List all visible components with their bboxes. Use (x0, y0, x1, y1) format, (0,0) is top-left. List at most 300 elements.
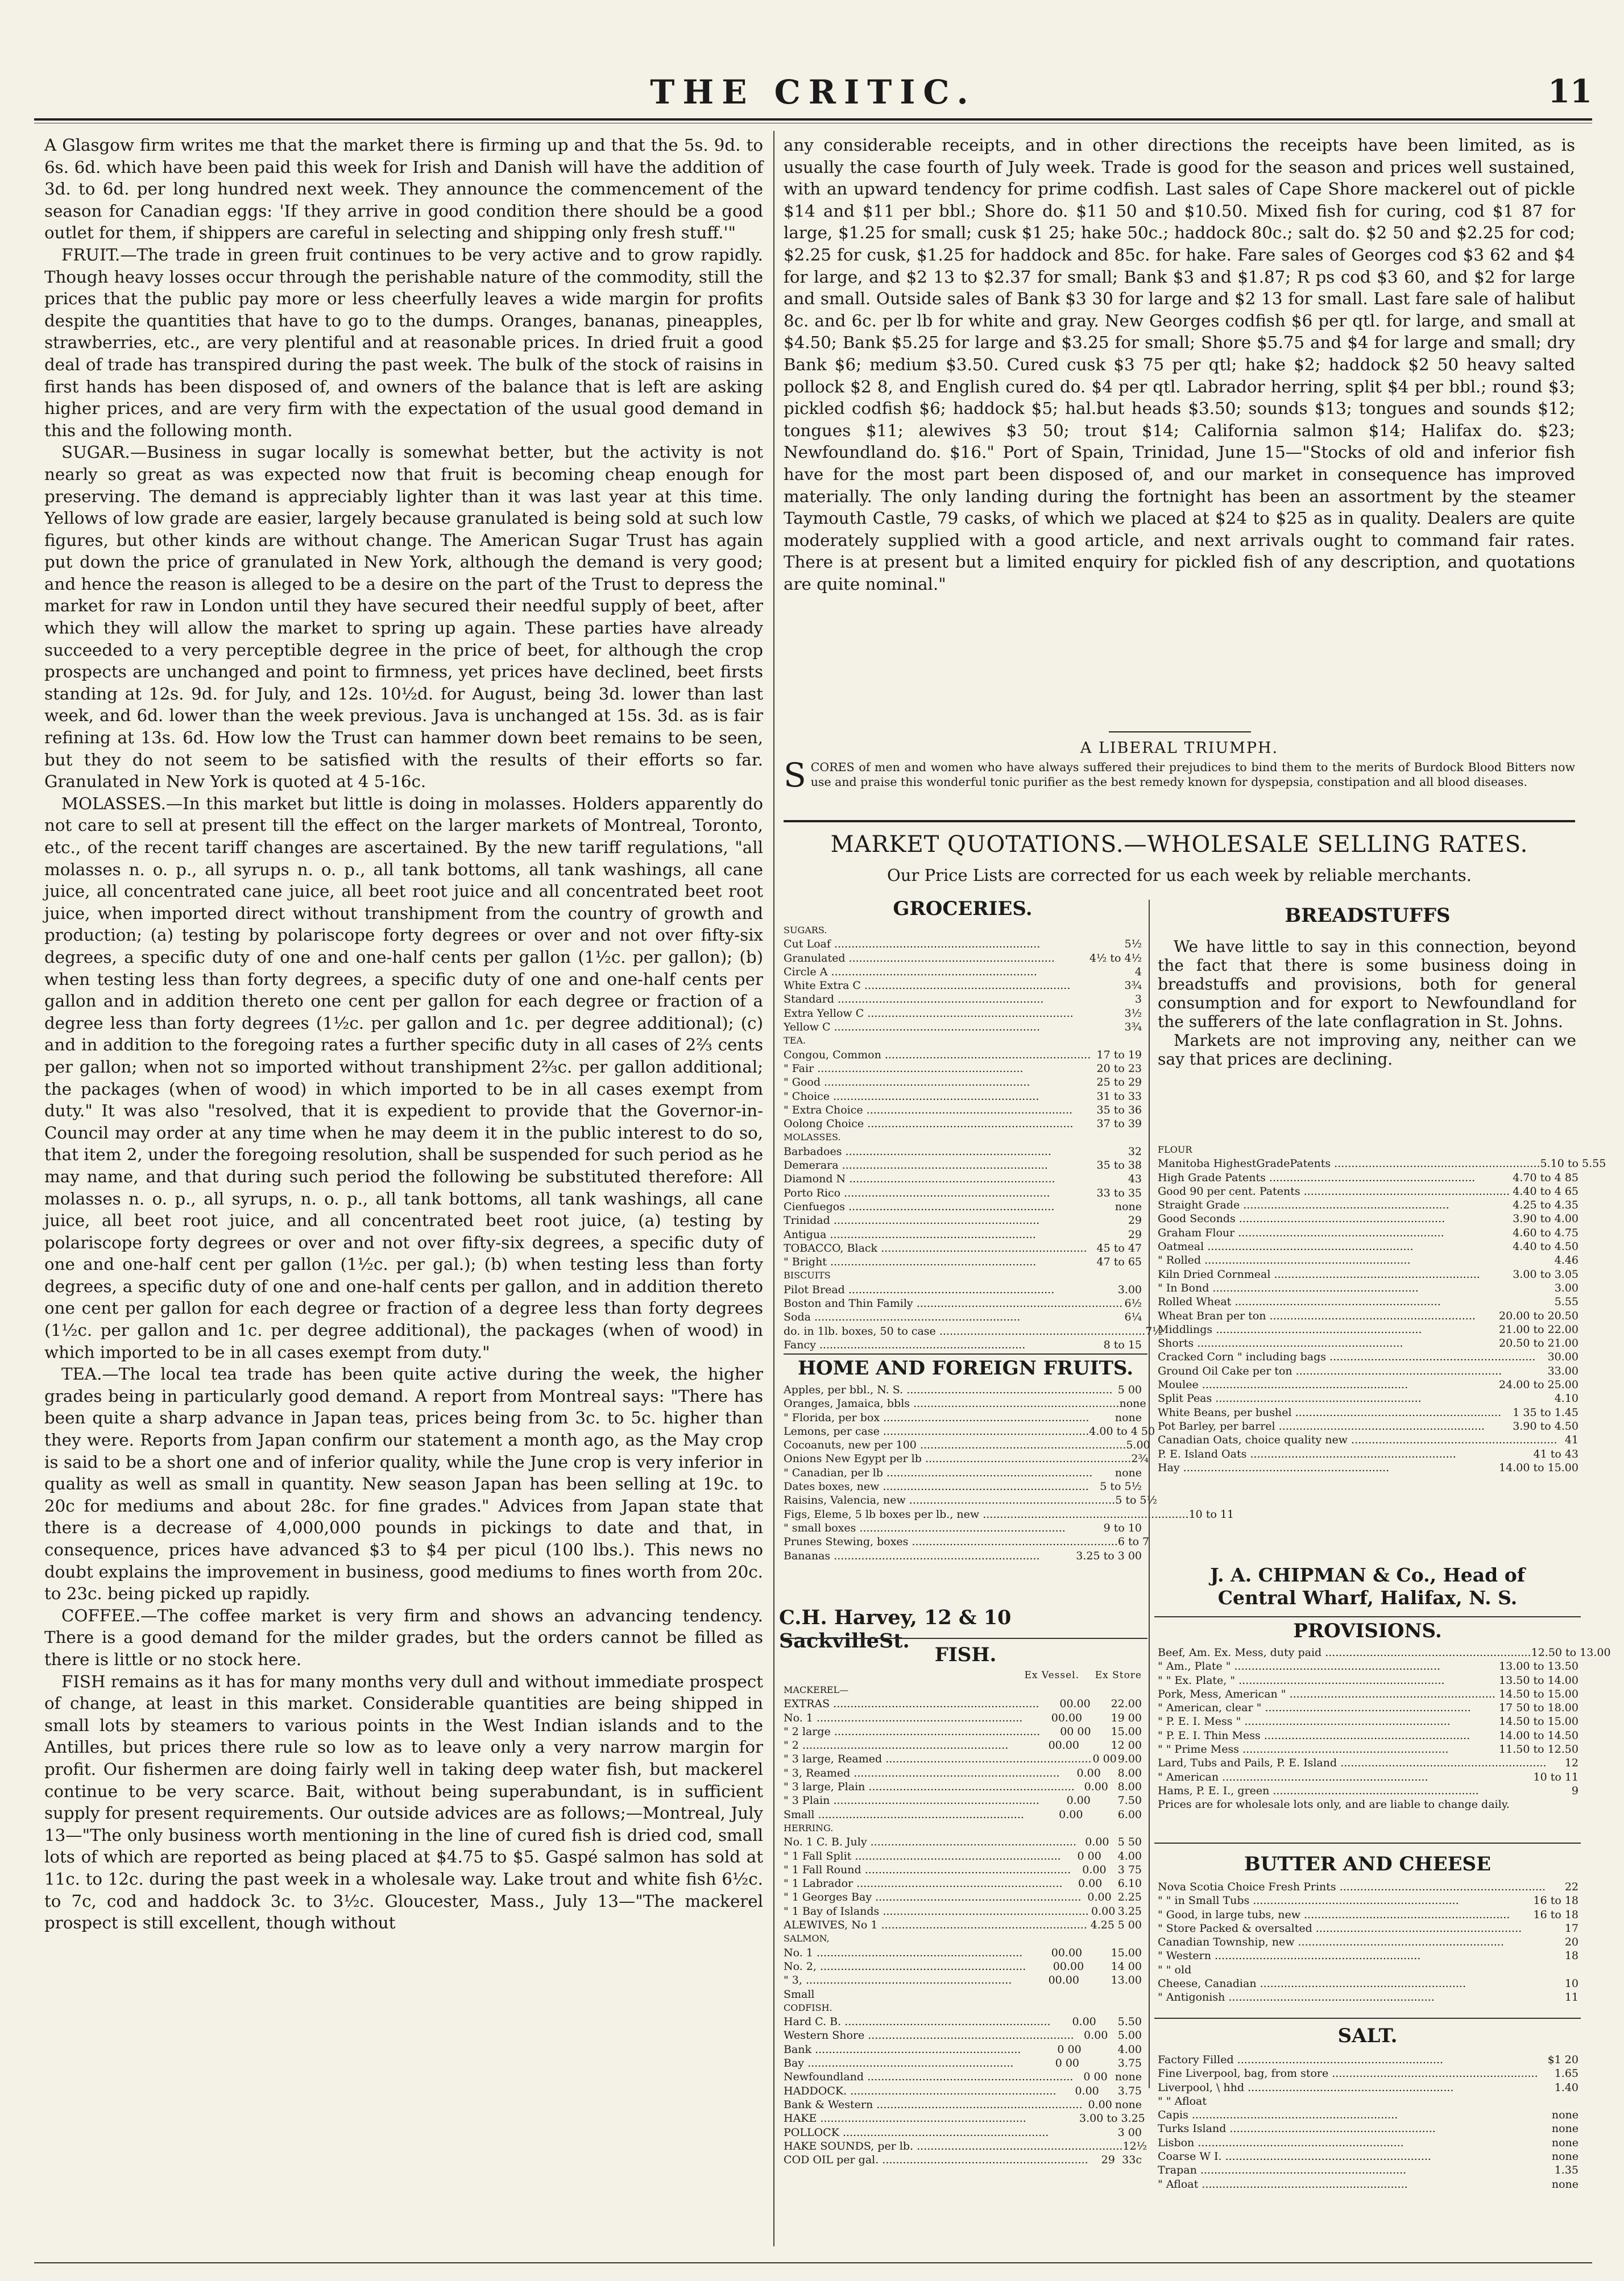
item-price-2 (1079, 2001, 1142, 2015)
fruit-row (784, 1521, 1142, 1535)
footer-rule (34, 2262, 1592, 2263)
item-price (1017, 1683, 1079, 1697)
item-price: 3.00 (1554, 1281, 1579, 1294)
item-price: 33.00 (1547, 1364, 1579, 1377)
header-rule (34, 118, 1592, 121)
groceries-row (784, 1283, 1142, 1297)
breadstuffs-row (1158, 1171, 1579, 1185)
groceries-row (784, 1117, 1142, 1131)
groceries-row (784, 1186, 1142, 1200)
item-price-2: 33c (1122, 2154, 1142, 2167)
groceries-row (784, 979, 1142, 992)
item-price: 29 (1128, 1214, 1142, 1227)
breadstuffs-row (1158, 1309, 1579, 1323)
groceries-row (784, 1131, 1142, 1144)
item-price: 0.00 (1082, 1863, 1107, 1876)
salt-row (1158, 2053, 1579, 2067)
item-price-2: 7.50 (1117, 1794, 1142, 1807)
item-price: 35 to 38 (1096, 1159, 1142, 1172)
item-name: " Good ............................................................ (784, 1076, 1030, 1089)
provisions-title: PROVISIONS. (1293, 1620, 1442, 1642)
item-price-2: 6.00 (1117, 1808, 1142, 1821)
item-price: 3.25 to 3 00 (1076, 1549, 1142, 1562)
item-name: Factory Filled ............................................................ (1158, 2054, 1444, 2066)
item-name: Beef, Am. Ex. Mess, duty paid ............................................................ (1158, 1646, 1531, 1659)
item-name: Onions New Egypt per lb ............................................................ (784, 1452, 1132, 1466)
item-price: $1 20 (1547, 2054, 1579, 2066)
fish-row (784, 1808, 1142, 1822)
item-name: Raisins, Valencia, new ............................................................ (784, 1494, 1116, 1507)
salt-row (1158, 2150, 1579, 2163)
groceries-row (784, 1145, 1142, 1158)
item-name: Granulated ............................................................ (784, 951, 1055, 964)
groceries-row (784, 1062, 1142, 1075)
item-name: Oolong Choice ............................................................ (784, 1117, 1074, 1131)
item-name: Hard C. B. ............................................................ (784, 2015, 1051, 2029)
item-price: 5 to 5½ (1100, 1480, 1142, 1493)
item-price (1017, 2001, 1079, 2015)
butter-row (1158, 1922, 1579, 1935)
item-price: 1 35 to 1.45 (1513, 1406, 1579, 1419)
fish-row (784, 1988, 1142, 2001)
item-name: Figs, Eleme, 5 lb boxes per lb., new ............................................................ (784, 1508, 1189, 1521)
butter-row (1158, 1894, 1579, 1907)
fish-row (784, 2070, 1142, 2084)
item-name: POLLOCK ............................................................ (784, 2126, 1049, 2139)
item-price: 5½ (1124, 938, 1142, 951)
item-name: Prices are for wholesale lots only, and are liable to change daily. (1158, 1798, 1510, 1811)
item-price: 3.90 to 4.00 (1513, 1212, 1579, 1226)
item-name: BISCUITS (784, 1270, 831, 1281)
butter-row (1158, 1935, 1579, 1949)
chipman-credit (1154, 1564, 1581, 1609)
item-price: 47 to 65 (1096, 1256, 1142, 1269)
breadstuffs-row (1158, 1240, 1579, 1253)
item-price-2 (1079, 1822, 1142, 1835)
market-title: MARKET QUOTATIONS.—WHOLESALE SELLING RATES. (830, 831, 1528, 858)
item-name: " " old (1158, 1963, 1192, 1976)
item-name: " Bright ............................................................ (784, 1256, 1037, 1269)
item-price: 14.50 to 15.00 (1499, 1715, 1579, 1728)
item-price (1026, 2112, 1079, 2125)
fruits-title: HOME AND FOREIGN FRUITS. (797, 1357, 1134, 1380)
item-price: 2¾ (1131, 1452, 1149, 1466)
item-name: FLOUR (1158, 1144, 1192, 1155)
item-name: Congou, Common ............................................................ (784, 1048, 1091, 1061)
groceries-row (784, 1297, 1142, 1310)
item-name: " P. E. I. Thin Mess ............................................................ (1158, 1729, 1470, 1742)
item-name: Small ............................................................ (784, 1808, 1024, 1821)
liberal-triumph-text: CORES of men and women who have always suffered their prejudices to bind them to the merits of Burdock Blood Bitters now use and praise this wonderful tonic purifier as the best remedy known for dyspepsia, constipation and all blood diseases. (810, 760, 1575, 789)
item-name: Moulee ............................................................ (1158, 1378, 1408, 1392)
item-price-2: 15.00 (1111, 1946, 1142, 1959)
item-price: 7½ (1145, 1324, 1163, 1338)
fish-row (784, 1849, 1142, 1863)
item-name: " 3, ............................................................ (784, 1974, 1012, 1987)
item-name: Canadian Oats, choice quality new ............................................................ (1158, 1434, 1557, 1447)
item-price: 14.00 to 14.50 (1499, 1729, 1579, 1742)
item-price: none (1115, 1466, 1142, 1479)
item-name: " 1 Fall Split ............................................................ (784, 1849, 1061, 1862)
item-price: 0.00 (1087, 1891, 1112, 1904)
groceries-row (784, 1269, 1142, 1282)
fish-row (784, 1794, 1142, 1807)
item-name: Split Peas ............................................................ (1158, 1392, 1422, 1405)
item-name: Bank ............................................................ (784, 2043, 1021, 2056)
item-name: " " Ex. Plate, " ............................................................ (1158, 1674, 1445, 1687)
item-price-2: 12 00 (1111, 1739, 1142, 1752)
groceries-row (784, 1158, 1142, 1172)
item-price: 11.50 to 12.50 (1499, 1743, 1579, 1756)
item-price: none (1551, 2150, 1579, 2163)
item-price: 3¾ (1124, 1021, 1142, 1034)
breadstuffs-row (1158, 1185, 1579, 1198)
item-price: 4.10 (1554, 1392, 1579, 1405)
fish-col-vessel: Ex Vessel. (1024, 1670, 1079, 1681)
fish-row (784, 1946, 1142, 1960)
item-price: 12 (1564, 1757, 1579, 1770)
item-price: 3 (1134, 993, 1142, 1006)
item-name: Kiln Dried Cornmeal ............................................................ (1158, 1268, 1480, 1281)
item-price: 00 00 (1060, 1725, 1091, 1738)
item-price-2: 5 00 (1117, 1919, 1142, 1932)
item-name: Hams, P. E. I., green ............................................................ (1158, 1784, 1479, 1797)
fish-row (784, 2015, 1142, 2029)
market-rule (784, 820, 1575, 822)
item-price: 6¼ (1124, 1311, 1142, 1324)
fruits-table (784, 1383, 1234, 1563)
paragraph-fish: FISH remains as it has for many months very dull and without immediate prospect of change, at least in this market. Considerable quantities are being shipped in small lots by steamers to various points in the West Indian islands and to the Antilles, but prices there rule so low as to leave only a very narrow margin for profit. Our fishermen are doing fairly well in taking deep water fish, but mackerel continue to be very scarce. Bait, without being superabundant, is in sufficient supply for present requirements. Our outside advices are as follows;—Montreal, July 13—"The only business worth mentioning in the line of cured fish is dried cod, small lots of which are reported as being placed at $4.75 to $5. Gaspé salmon has sold at 11c. to 12c. during the past week in a wholesale way. Lake trout and white fish 6½c. to 7c, cod and haddock 3c. to 3½c. Gloucester, Mass., July 13—"The mackerel prospect is still excellent, though without (44, 1671, 763, 1933)
item-name: " 3 large, Reamed ............................................................ (784, 1753, 1092, 1766)
item-name: CODFISH. (784, 2002, 832, 2013)
fish-row (784, 1890, 1142, 1904)
salt-title: SALT. (1337, 2025, 1398, 2047)
fish-row (784, 2029, 1142, 2042)
item-name: Coarse W I. ............................................................ (1158, 2150, 1431, 2163)
item-name: Liverpool, \ hhd ............................................................ (1158, 2081, 1454, 2094)
salt-row (1158, 2108, 1579, 2122)
item-name: Western Shore ............................................................ (784, 2029, 1074, 2042)
fish-table (784, 1683, 1147, 2167)
item-name: " American, clear " ............................................................ (1158, 1702, 1471, 1715)
item-name: Demerara ............................................................ (784, 1159, 1048, 1172)
groceries-row (784, 1255, 1142, 1269)
salt-row (1158, 2122, 1579, 2135)
item-name: HADDOCK. ............................................................ (784, 2084, 1057, 2097)
column-divider (773, 131, 774, 2246)
item-name: Cocoanuts, new per 100 ............................................................ (784, 1439, 1126, 1452)
item-price-2 (1079, 1988, 1142, 2001)
short-rule (1109, 731, 1251, 732)
item-name: Trapan ............................................................ (1158, 2164, 1407, 2177)
item-price: 9 to 10 (1103, 1521, 1142, 1534)
item-price: 20.00 to 20.50 (1499, 1309, 1579, 1322)
item-name: " Extra Choice ............................................................ (784, 1103, 1073, 1116)
groceries-row (784, 1007, 1142, 1020)
item-name: Antigua ............................................................ (784, 1228, 1036, 1241)
salt-row (1158, 2094, 1579, 2108)
fruit-row (784, 1493, 1157, 1507)
salt-rule (1154, 2018, 1581, 2019)
groceries-row (784, 951, 1142, 965)
fish-row (784, 1780, 1142, 1794)
item-price-2: 22.00 (1111, 1698, 1142, 1711)
item-price: 11 (1564, 1991, 1579, 2004)
item-price: 0.00 (1085, 1836, 1109, 1849)
fish-row (784, 1835, 1142, 1849)
item-name: Fine Liverpool, bag, from store ............................................................ (1158, 2067, 1538, 2080)
paragraph-fish-continued: any considerable receipts, and in other directions the receipts have been limited, as is usually the case fourth of July week. Trade is good for the season and prices well sustained, with an upward tendency for prime codfish. Last sales of Cape Shore mackerel out of pickle $14 and $11 per bbl.; Shore do. $11 50 and $10.50. Mixed fish for curing, cod $1 87 for large, $1.25 for small; cusk $1 25; hake 50c.; haddock 80c.; salt do. $2 50 and $2.25 for cod; $2.25 for cusk, $1.25 for haddock and 85c. for hake. Fare sales of Georges cod $3 62 and $4 for large, and $2 13 to $2.37 for small; Bank $3 and $1.87; R ps cod $3 60, and $2 for large and small. Outside sales of Bank $3 30 for large and $2 13 for small. Last fare sale of halibut 8c. and 6c. per lb for white and gray. New Georges codfish $6 per qtl. for large, and small at $4.50; Bank $5.25 for large and $3.25 for small; Shore $5.75 and $4 for large and small; dry Bank $6; medium $3.50. Cured cusk $3 75 per qtl; hake $2; haddock $2 50 heavy salted pollock $2 8, and English cured do. $4 per qtl. Labrador herring, split $4 per bbl.; round $3; pickled codfish $6; haddock $5; hal.but heads $3.50; sounds $13; tongues and sounds $12; tongues $11; alewives $3 50; trout $14; California salmon $14; Halifax do. $23; Newfoundland do. $16." Port of Spain, Trinidad, June 15—"Stocks of old and inferior fish have for the most part been disposed of, and our market in consequence has improved materially. The only landing during the fortnight has been an assortment by the steamer Taymouth Castle, 79 casks, of which we placed at $24 to $25 as in quality. Dealers are quite moderately supplied with a good article, and next arrivals ought to command fair rates. There is at present but a limited enquiry for pickled fish of any description, and quotations are quite nominal." (784, 135, 1575, 594)
liberal-triumph-body (784, 756, 1575, 794)
item-price-2 (1079, 1683, 1142, 1697)
item-price: 0.00 (1084, 2029, 1108, 2042)
salt-table (1158, 2053, 1579, 2191)
item-name: Rolled Wheat ............................................................ (1158, 1295, 1441, 1309)
item-price: 13.50 to 14.00 (1499, 1674, 1579, 1687)
butter-row (1158, 1990, 1579, 2004)
item-name: " Store Packed & oversalted ............................................................ (1158, 1922, 1522, 1935)
chipman-line-2: Central Wharf, Halifax, N. S. (1217, 1587, 1518, 1609)
item-price: none (1551, 2109, 1579, 2122)
item-name: Straight Grade ............................................................ (1158, 1199, 1449, 1212)
item-name: " Antigonish ............................................................ (1158, 1991, 1435, 2004)
item-price: 00.00 (1048, 1739, 1079, 1752)
item-price (1049, 2126, 1095, 2139)
item-price: 18 (1564, 1949, 1579, 1963)
groceries-row (784, 1075, 1142, 1089)
fish-row (784, 1683, 1142, 1697)
item-price: 33 to 35 (1096, 1186, 1142, 1199)
item-name: High Grade Patents ............................................................ (1158, 1171, 1476, 1184)
breadstuffs-row (1158, 1281, 1579, 1295)
item-name: TOBACCO, Black ............................................................ (784, 1241, 1087, 1255)
item-name: Newfoundland ............................................................ (784, 2071, 1074, 2084)
fish-row (784, 1738, 1142, 1752)
item-name: SUGARS. (784, 925, 827, 935)
item-name: " Good, in large tubs, new ............................................................ (1158, 1908, 1510, 1921)
fish-row (784, 2153, 1142, 2167)
butter-row (1158, 1949, 1579, 1963)
item-price: 0.00 (1084, 1781, 1108, 1794)
groceries-row (784, 1048, 1142, 1062)
item-name: SALMON, (784, 1933, 830, 1944)
paragraph-fruit: FRUIT.—The trade in green fruit continues to be very active and to grow rapidly. Though heavy losses occur through the perishable nature of the commodity, still the prices that the public pay more or less cheerfully leaves a wide margin for profits despite the quantities that have to go to the dumps. Oranges, bananas, pineapples, strawberries, etc., are very plentiful and at reasonable prices. In dried fruit a good deal of trade has transpired during the past week. The bulk of the stock of raisins in first hands has been disposed of, and owners of the balance that is left are asking higher prices, and are very firm with the expectation of the usual good demand in this and the following month. (44, 245, 763, 440)
item-price: 5.10 to 5.55 (1540, 1157, 1606, 1170)
item-name: " " Prime Mess ............................................................ (1158, 1743, 1449, 1756)
item-price-2: 3.00 to 3.25 (1079, 2112, 1145, 2125)
item-price: 0 00 (1092, 1753, 1117, 1766)
drop-cap: S (784, 756, 806, 794)
item-price (1017, 1822, 1079, 1835)
groceries-row (784, 1200, 1142, 1214)
breadstuffs-row (1158, 1433, 1579, 1447)
item-price: none (1551, 2136, 1579, 2149)
item-name: Diamond N ............................................................ (784, 1173, 1055, 1186)
item-price: 35 to 36 (1096, 1103, 1142, 1116)
groceries-row (784, 1228, 1142, 1241)
item-name: Bay ............................................................ (784, 2057, 1014, 2070)
fish-row (784, 1877, 1142, 1890)
masthead-title: THE CRITIC. (650, 73, 976, 111)
item-name: Porto Rico ............................................................ (784, 1186, 1050, 1199)
item-name: " Choice ............................................................ (784, 1090, 1039, 1103)
item-name: P. E. Island Oats ............................................................ (1158, 1447, 1456, 1460)
paragraph-molasses: MOLASSES.—In this market but little is doing in molasses. Holders apparently do not care to sell at present till the effect on the larger markets of Montreal, Toronto, etc., of the recent tariff changes are ascertained. By the new tariff regulations, "all molasses n. o. p., all syrups n. o. p., all tank bottoms, all tank washings, all cane juice, all concentrated cane juice, all beet root juice and all concentrated beet root juice, when imported direct without transhipment from the country of growth and production; (a) testing by polariscope forty degrees or over and not over fifty-six degrees, a specific duty of one and one-half cents per gallon (1½c. per gallon); (b) when testing less than forty degrees, a specific duty of one and one-half cents per gallon and in addition thereto one cent per gallon for each degree or fraction of a degree less than forty degrees (1½c. per gallon and 1c. per degree additional); (c) and in addition to the foregoing rates a further specific duty in all cases of 2⅔ cents per gallon; when not so imported without transhipment 2⅔c. per gallon additional; the packages (when of wood) in which imported to be in all cases exempt from duty." It was also "resolved, that it is expedient to provide that the Governor-in-Council may order at any time when he may deem it in the public interest to do so, that item 2, under the foregoing resolution, shall be suspended for such period as he may name, and that during such period the following be substituted therefore: All molasses n. o. p., all syrups, n. o. p., all tank bottoms, all tank washings, all cane juice, all beet root juice, and all concentrated beet root juice, (a) testing by polariscope forty degrees or over and not over fifty-six degrees, a specific duty of one and one-half cent per gallon (1½c. per gal.); (b) when testing less than forty degrees, a specific duty of one and one-half cents per gallon, and in addition thereto one cent per gallon for each degree or fraction of a degree less than forty degrees (1½c. per gallon and 1c. per degree additional), the packages (when of wood) in which imported to be in all cases exempt from duty." (44, 793, 763, 1362)
fish-title: FISH. (934, 1644, 997, 1666)
fish-rule (784, 1638, 1147, 1639)
item-price: 22 (1564, 1881, 1579, 1893)
provisions-row (1158, 1646, 1611, 1659)
item-price: 6½ (1124, 1297, 1142, 1310)
item-name: Lisbon ............................................................ (1158, 2136, 1404, 2149)
left-column (44, 134, 763, 1934)
provisions-row (1158, 1715, 1579, 1728)
fish-row (784, 2001, 1142, 2015)
item-price: none (1551, 2177, 1579, 2191)
item-price: 1.40 (1554, 2081, 1579, 2094)
breadstuffs-row (1158, 1406, 1579, 1419)
fruits-credit: C.H. Harvey, 12 & 10 SackvilleSt. (779, 1606, 1012, 1653)
item-name: " In Bond ............................................................ (1158, 1281, 1419, 1294)
item-price: 29 (1101, 2154, 1115, 2167)
item-name: do. in 1lb. boxes, 50 to case ............................................................ (784, 1324, 1146, 1338)
provisions-row (1158, 1770, 1579, 1784)
item-name: Extra Yellow C ............................................................ (784, 1007, 1074, 1020)
item-name: Ground Oil Cake per ton ............................................................ (1158, 1364, 1502, 1377)
item-price-2: 13.00 (1111, 1974, 1142, 1987)
item-price: 43 (1128, 1173, 1142, 1186)
item-name: White Beans, per bushel ............................................................ (1158, 1406, 1502, 1419)
item-name: " 3 Plain ............................................................ (784, 1794, 1039, 1807)
item-price-2: 2.25 (1117, 1891, 1142, 1904)
item-price: none (1115, 1411, 1142, 1424)
item-price: 0 00 (1055, 2057, 1079, 2070)
item-name: " American ............................................................ (1158, 1770, 1428, 1783)
item-price: 3.00 to 3.05 (1513, 1268, 1579, 1281)
fish-row (784, 2043, 1142, 2056)
breadstuffs-row (1158, 1461, 1579, 1475)
item-name: Boston and Thin Family ............................................................ (784, 1297, 1123, 1310)
item-name: Small (784, 1988, 815, 2001)
item-price: 10 (1564, 1977, 1579, 1990)
item-price: 4 (1134, 965, 1142, 978)
fish-row (784, 2098, 1142, 2112)
item-price-2: 5.00 (1117, 2029, 1142, 2042)
fruit-row (784, 1535, 1150, 1549)
fruit-row (784, 1508, 1234, 1521)
breadstuffs-row (1158, 1364, 1579, 1378)
groceries-row (784, 1090, 1142, 1103)
item-name: " 2 large ............................................................ (784, 1725, 1041, 1738)
item-name: Circle A ............................................................ (784, 965, 1037, 978)
item-price-2: 3.75 (1117, 2084, 1142, 2097)
breadstuffs-row (1158, 1336, 1579, 1350)
item-price (1017, 1932, 1079, 1945)
item-price: 5 to 5½ (1115, 1494, 1157, 1507)
item-name: Barbadoes ............................................................ (784, 1145, 1051, 1158)
item-price: 4.70 to 4 85 (1513, 1171, 1579, 1184)
item-name: Cheese, Canadian ............................................................ (1158, 1977, 1466, 1990)
item-price: 17 to 19 (1096, 1048, 1142, 1061)
item-price: 0 00 (1057, 2043, 1082, 2056)
item-name: " Florida, per box ............................................................ (784, 1411, 1089, 1424)
chipman-line-1: J. A. CHIPMAN & Co., Head of (1210, 1564, 1525, 1586)
item-price-2: 4.00 (1117, 1849, 1142, 1862)
item-name: Prunes Stewing, boxes ............................................................ (784, 1535, 1118, 1549)
breadstuffs-row (1158, 1198, 1579, 1212)
provisions-row (1158, 1729, 1579, 1742)
item-name: Lard, Tubs and Pails, P. E. Island ............................................................ (1158, 1757, 1547, 1770)
item-price-2 (1079, 1932, 1142, 1945)
item-price: 0.00 (1059, 1808, 1083, 1821)
butter-table (1158, 1880, 1579, 2005)
item-price: 20.50 to 21.00 (1499, 1337, 1579, 1350)
item-price: 8 to 15 (1103, 1338, 1142, 1351)
item-name: Wheat Bran per ton ............................................................ (1158, 1309, 1476, 1322)
provisions-row (1158, 1701, 1579, 1715)
item-price: 4.46 (1554, 1254, 1579, 1267)
item-price: 0 00 (1083, 2071, 1108, 2084)
item-price-2: 5.50 (1117, 2015, 1142, 2029)
provisions-row (1158, 1798, 1579, 1811)
item-price-2: 8.00 (1117, 1781, 1142, 1794)
groceries-row (784, 1338, 1142, 1352)
item-price-2: 3 00 (1117, 2126, 1142, 2139)
fish-row (784, 2139, 1147, 2153)
item-price-2: 3.25 (1117, 1905, 1142, 1918)
item-price: 3¾ (1124, 979, 1142, 992)
butter-title: BUTTER AND CHEESE (1244, 1853, 1492, 1876)
item-name: HERRING. (784, 1822, 834, 1833)
item-price: 0 00 (1077, 1849, 1101, 1862)
provisions-table (1158, 1646, 1611, 1812)
salt-row (1158, 2136, 1579, 2150)
item-price: 45 to 47 (1096, 1241, 1142, 1255)
item-name: MOLASSES. (784, 1132, 841, 1143)
paragraph-sugar: SUGAR.—Business in sugar locally is somewhat better, but the activity is not nearly so great as was expected now that fruit is becoming cheap enough for preserving. The demand is appreciably lighter than it was last year at this time. Yellows of low grade are easier, largely because granulated is being sold at such low figures, but other kinds are without change. The American Sugar Trust has again put down the price of granulated in New York, although the demand is very good; and hence the reason is alleged to be a desire on the part of the Trust to depress the market for raw in London until they have secured their needful supply of beet, after which they will allow the market to spring up again. These parties have already succeeded to a very perceptible degree in the price of beet, for although the crop prospects are unchanged and point to firmness, yet prices have declined, beet firsts standing at 12s. 9d. for July, and 12s. 10½d. for August, being 3d. lower than last week, and 6d. lower than the week previous. Java is unchanged at 15s. 3d. as is fair refining at 13s. 6d. How low the Trust can hammer down beet remains to be seen, but they do not seem to be satisfied with the results of their efforts so far. Granulated in New York is quoted at 4 5-16c. (44, 442, 763, 792)
item-price: 29 (1128, 1228, 1142, 1241)
item-price: 6 to 7 (1117, 1535, 1150, 1549)
item-price: 4.25 (1090, 1919, 1115, 1932)
item-name: ALEWIVES, No 1 ............................................................ (784, 1919, 1087, 1932)
butter-rule (1154, 1843, 1581, 1844)
paragraph-glasgow: A Glasgow firm writes me that the market there is firming up and that the 5s. 9d. to 6s. 6d. which have been paid this week for Irish and Danish will have the addition of 3d. to 6d. per long hundred next week. They announce the commencement of the season for Canadian eggs: 'If they arrive in good condition there should be a good outlet for them, if shippers are careful in selecting and shipping only fresh stuff.'" (44, 135, 763, 243)
fish-row (784, 1932, 1142, 1945)
item-price: 10 to 11 (1188, 1508, 1234, 1521)
item-name: Middlings ............................................................ (1158, 1323, 1422, 1336)
item-price: 00.00 (1053, 1960, 1084, 1973)
market-subtitle: Our Price Lists are corrected for us each week by reliable merchants. (887, 866, 1472, 885)
fish-row (784, 1905, 1142, 1918)
item-name: Cut Loaf ............................................................ (784, 938, 1041, 951)
item-price: 37 to 39 (1096, 1117, 1142, 1131)
item-name: " P. E. I. Mess " ............................................................ (1158, 1715, 1451, 1728)
item-price: 0.00 (1066, 1794, 1091, 1807)
item-price: 5 00 (1117, 1384, 1142, 1396)
item-price: 13.00 to 13.50 (1499, 1660, 1579, 1673)
item-price: 5.00 (1126, 1439, 1150, 1452)
item-price: 24.00 to 25.00 (1499, 1378, 1579, 1392)
groceries-row (784, 1324, 1163, 1338)
butter-row (1158, 1880, 1579, 1894)
item-price: 12.50 to 13.00 (1531, 1646, 1611, 1659)
item-price: 0.00 (1075, 2084, 1099, 2097)
item-price: 00.00 (1059, 1698, 1091, 1711)
item-name: No. 1 ............................................................ (784, 1946, 1023, 1959)
item-price-2: 3.75 (1117, 2057, 1142, 2070)
breadstuffs-row (1158, 1226, 1579, 1240)
item-price-2: 4.00 (1117, 2043, 1142, 2056)
